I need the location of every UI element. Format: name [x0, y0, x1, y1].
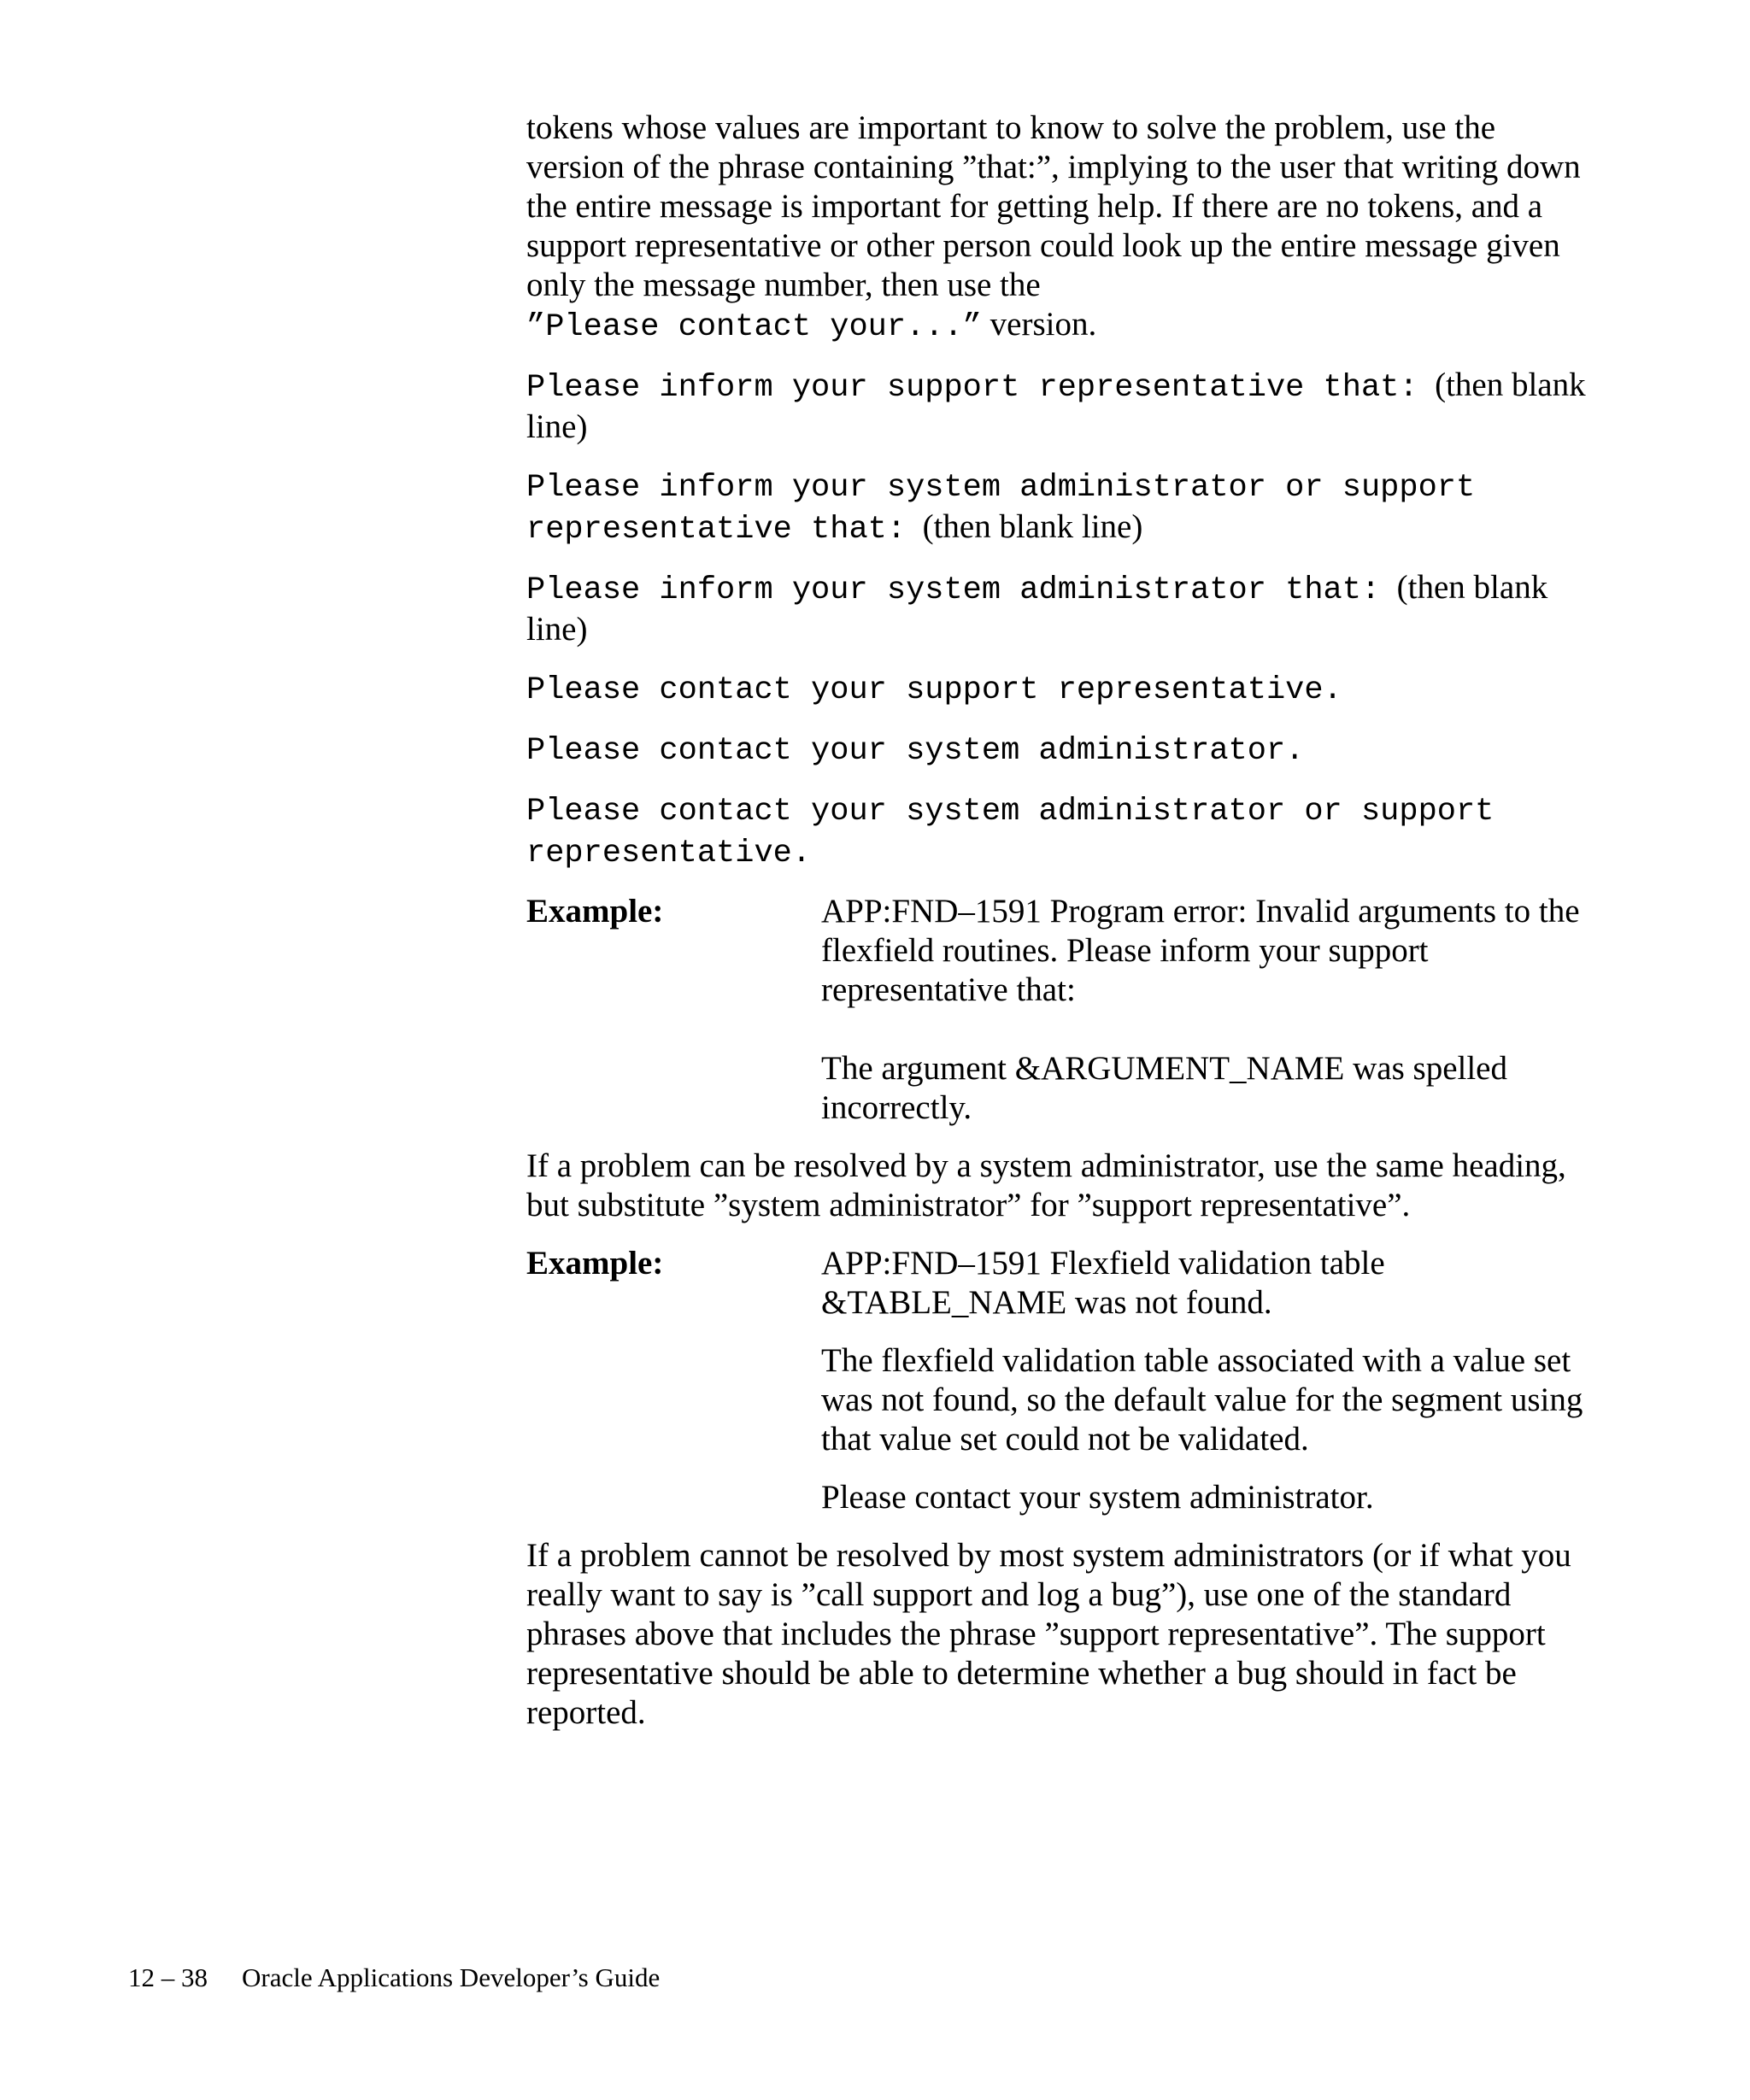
- closing-paragraph: If a problem cannot be resolved by most system administrators (or if what you really want to say is ”call support and log a bug”), use one of the standard phrases above that includes the phrase ”support representative”. The support representative should be able to determine whether a bug should in fact be reported.: [526, 1537, 1571, 1731]
- sysadmin-paragraph: If a problem can be resolved by a system administrator, use the same heading, but substitute ”system administrator” for ”support representative”.: [526, 1147, 1566, 1223]
- page-number: 12 – 38: [128, 1962, 208, 1992]
- intro-code: ”Please contact your...”: [526, 309, 982, 345]
- example-block: [526, 892, 1586, 1128]
- phrase-item: [526, 729, 1586, 771]
- phrase-item: [526, 568, 1586, 649]
- intro-paragraph: [526, 109, 1586, 347]
- example-block: [526, 1244, 1586, 1517]
- example-detail: The argument &ARGUMENT_NAME was spelled incorrectly.: [821, 1050, 1507, 1126]
- phrase-note: (then blank line): [526, 367, 1586, 445]
- example-body: [821, 892, 1586, 1128]
- phrase-code: Please inform your system administrator that:: [526, 572, 1381, 608]
- example-label: Example:: [526, 1245, 664, 1282]
- example-action: Please contact your system administrator.: [821, 1479, 1374, 1516]
- phrase-code: Please contact your system administrator or support representative.: [526, 794, 1495, 871]
- phrase-code: Please inform your system administrator or support representative that:: [526, 470, 1476, 548]
- book-title: Oracle Applications Developer’s Guide: [242, 1962, 661, 1992]
- example-message: APP:FND–1591 Program error: Invalid arguments to the flexfield routines. Please inform your support representative that:: [821, 893, 1580, 1008]
- phrase-note: (then blank line): [922, 508, 1143, 545]
- phrase-code: Please contact your support representative.: [526, 672, 1342, 708]
- phrase-note: (then blank line): [526, 569, 1548, 648]
- example-detail: The flexfield validation table associated with a value set was not found, so the default value for the segment using that value set could not be validated.: [821, 1342, 1583, 1458]
- phrase-code: Please inform your support representative that:: [526, 370, 1418, 406]
- phrase-code: Please contact your system administrator.: [526, 733, 1305, 769]
- phrase-item: [526, 466, 1586, 549]
- example-message: APP:FND–1591 Flexfield validation table &TABLE_NAME was not found.: [821, 1245, 1385, 1321]
- example-label: Example:: [526, 893, 664, 930]
- page-body: [526, 109, 1586, 1751]
- phrase-item: [526, 366, 1586, 447]
- phrase-item: [526, 668, 1586, 710]
- example-body: [821, 1244, 1586, 1517]
- intro-tail: version.: [981, 306, 1097, 343]
- phrase-item: [526, 789, 1586, 873]
- intro-text: tokens whose values are important to know to solve the problem, use the version of the phrase containing ”that:”, implying to the user that writing down the entire message is important for getting help. If there are no tokens, and a support representative or other person could look up the entire message given only the message number, then use the: [526, 109, 1581, 303]
- page-footer: [128, 1962, 660, 1993]
